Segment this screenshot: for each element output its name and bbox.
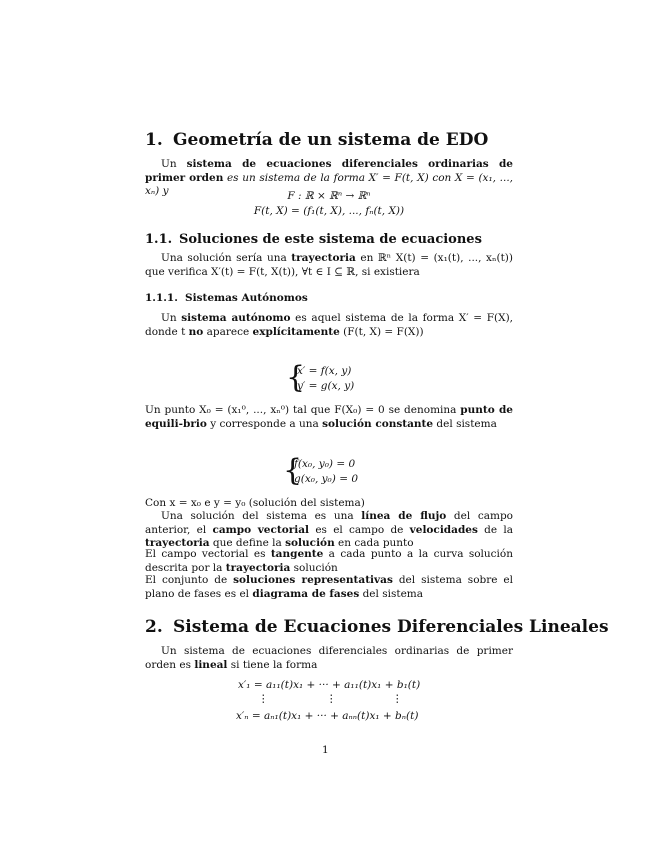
subsubsection-number: 1.1.1. — [145, 292, 178, 304]
text: a cada punto a la curva solución descrita por la — [145, 548, 513, 574]
section-1-heading — [145, 130, 488, 150]
system-equation: g(x₀, y₀) = 0 — [294, 473, 359, 485]
flow-line-paragraph — [145, 510, 513, 551]
bold-term: campo vectorial — [212, 523, 310, 536]
solution-note: Con x = x₀ e y = y₀ (solución del sistema) — [145, 497, 365, 509]
bold-term: no — [188, 325, 204, 338]
linear-system-row-1: x′₁ = a₁₁(t)x₁ + ··· + a₁₁(t)x₁ + b₁(t) — [238, 679, 421, 691]
tangent-paragraph — [145, 548, 513, 575]
bold-term: solución constante — [322, 417, 434, 430]
text: y corresponde a una — [206, 417, 323, 430]
text: solución — [290, 561, 338, 574]
bold-term: sistema autónomo — [181, 312, 291, 324]
vertical-dots: ⋮ — [258, 693, 269, 705]
text: El conjunto de — [145, 574, 234, 586]
subsubsection-1-1-1-heading — [145, 292, 308, 304]
section-number: 2. — [145, 617, 163, 637]
text: si tiene la forma — [227, 658, 318, 671]
text: que define la — [209, 537, 286, 549]
text: del sistema — [359, 587, 424, 600]
bold-term: línea de flujo — [361, 510, 447, 522]
bold-term: diagrama de fases — [252, 587, 360, 600]
system-equation: y′ = g(x, y) — [297, 380, 355, 392]
left-brace: { — [286, 360, 306, 395]
phase-diagram-paragraph — [145, 574, 513, 601]
section-2-heading — [145, 617, 609, 637]
bold-term: lineal — [194, 658, 228, 671]
equation-definition: F(t, X) = (f₁(t, X), ..., fₙ(t, X)) — [253, 205, 405, 217]
page-number: 1 — [322, 744, 329, 756]
text: aparece — [203, 325, 253, 338]
vertical-dots: ⋮ — [326, 693, 337, 705]
text: Un — [161, 312, 182, 324]
autonomous-definition-paragraph — [145, 312, 513, 339]
text: Una solución del sistema es una — [161, 510, 362, 522]
text: Una solución sería una — [161, 252, 292, 264]
text: en ℝⁿ X(t) = (x₁(t), ..., xₙ(t)) que verifica X′(t) = F(t, X(t)), ∀t ∈ I ⊆ ℝ, si existiera — [145, 252, 513, 278]
section-2-paragraph — [145, 645, 513, 672]
section-number: 1. — [145, 130, 163, 150]
bold-term: trayectoria — [225, 561, 291, 574]
equilibrium-paragraph — [145, 404, 513, 431]
text: del sistema — [433, 417, 497, 430]
system-equation: f(x₀, y₀) = 0 — [294, 458, 356, 470]
text: Un sistema de ecuaciones diferenciales ordinarias de primer orden es — [145, 645, 513, 671]
text: de la — [477, 523, 513, 536]
vertical-dots: ⋮ — [392, 693, 403, 705]
subsection-1-1-paragraph — [145, 252, 513, 279]
text: (F(t, X) = F(X)) — [339, 325, 424, 338]
equation-mapping: F : ℝ × ℝⁿ → ℝⁿ — [287, 190, 371, 202]
text: del sistema sobre el plano de fases es el — [145, 574, 514, 600]
bold-term: trayectoria — [145, 537, 210, 549]
subsubsection-title: Sistemas Autónomos — [185, 292, 308, 304]
bold-term: tangente — [270, 548, 324, 560]
bold-term: punto de equili-brio — [145, 404, 513, 430]
left-brace: { — [283, 453, 303, 488]
text: El campo vectorial es — [145, 548, 271, 560]
subsection-1-1-heading — [145, 232, 482, 247]
system-equation: x′ = f(x, y) — [297, 365, 352, 377]
section-title: Sistema de Ecuaciones Diferenciales Lineales — [173, 617, 609, 637]
subsection-title: Soluciones de este sistema de ecuaciones — [179, 232, 482, 247]
text: del campo anterior, el — [145, 510, 513, 536]
text: es un sistema de la forma X′ = F(t, X) con X = (x₁, ..., xₙ) y — [145, 171, 513, 197]
bold-term: trayectoria — [291, 252, 356, 264]
text: es aquel sistema de la forma X′ = F(X), donde t — [145, 312, 514, 338]
bold-term: solución — [285, 537, 335, 549]
bold-term: sistema de ecuaciones diferenciales ordinarias de primer orden — [145, 158, 513, 184]
subsection-number: 1.1. — [145, 232, 173, 247]
text: Un punto X₀ = (x₁⁰, ..., xₙ⁰) tal que F(X₀) = 0 se denomina — [145, 404, 461, 416]
bold-term: soluciones representativas — [233, 574, 393, 586]
text: en cada punto — [334, 537, 414, 549]
text: es el campo de — [309, 523, 410, 536]
autonomous-system — [297, 364, 354, 394]
equilibrium-system — [294, 457, 358, 487]
linear-system-row-n: x′ₙ = aₙ₁(t)x₁ + ··· + aₙₙ(t)x₁ + bₙ(t) — [236, 710, 419, 722]
section-title: Geometría de un sistema de EDO — [173, 130, 489, 150]
bold-term: velocidades — [409, 523, 478, 536]
text: Un — [161, 158, 187, 170]
bold-term: explícitamente — [252, 325, 340, 338]
